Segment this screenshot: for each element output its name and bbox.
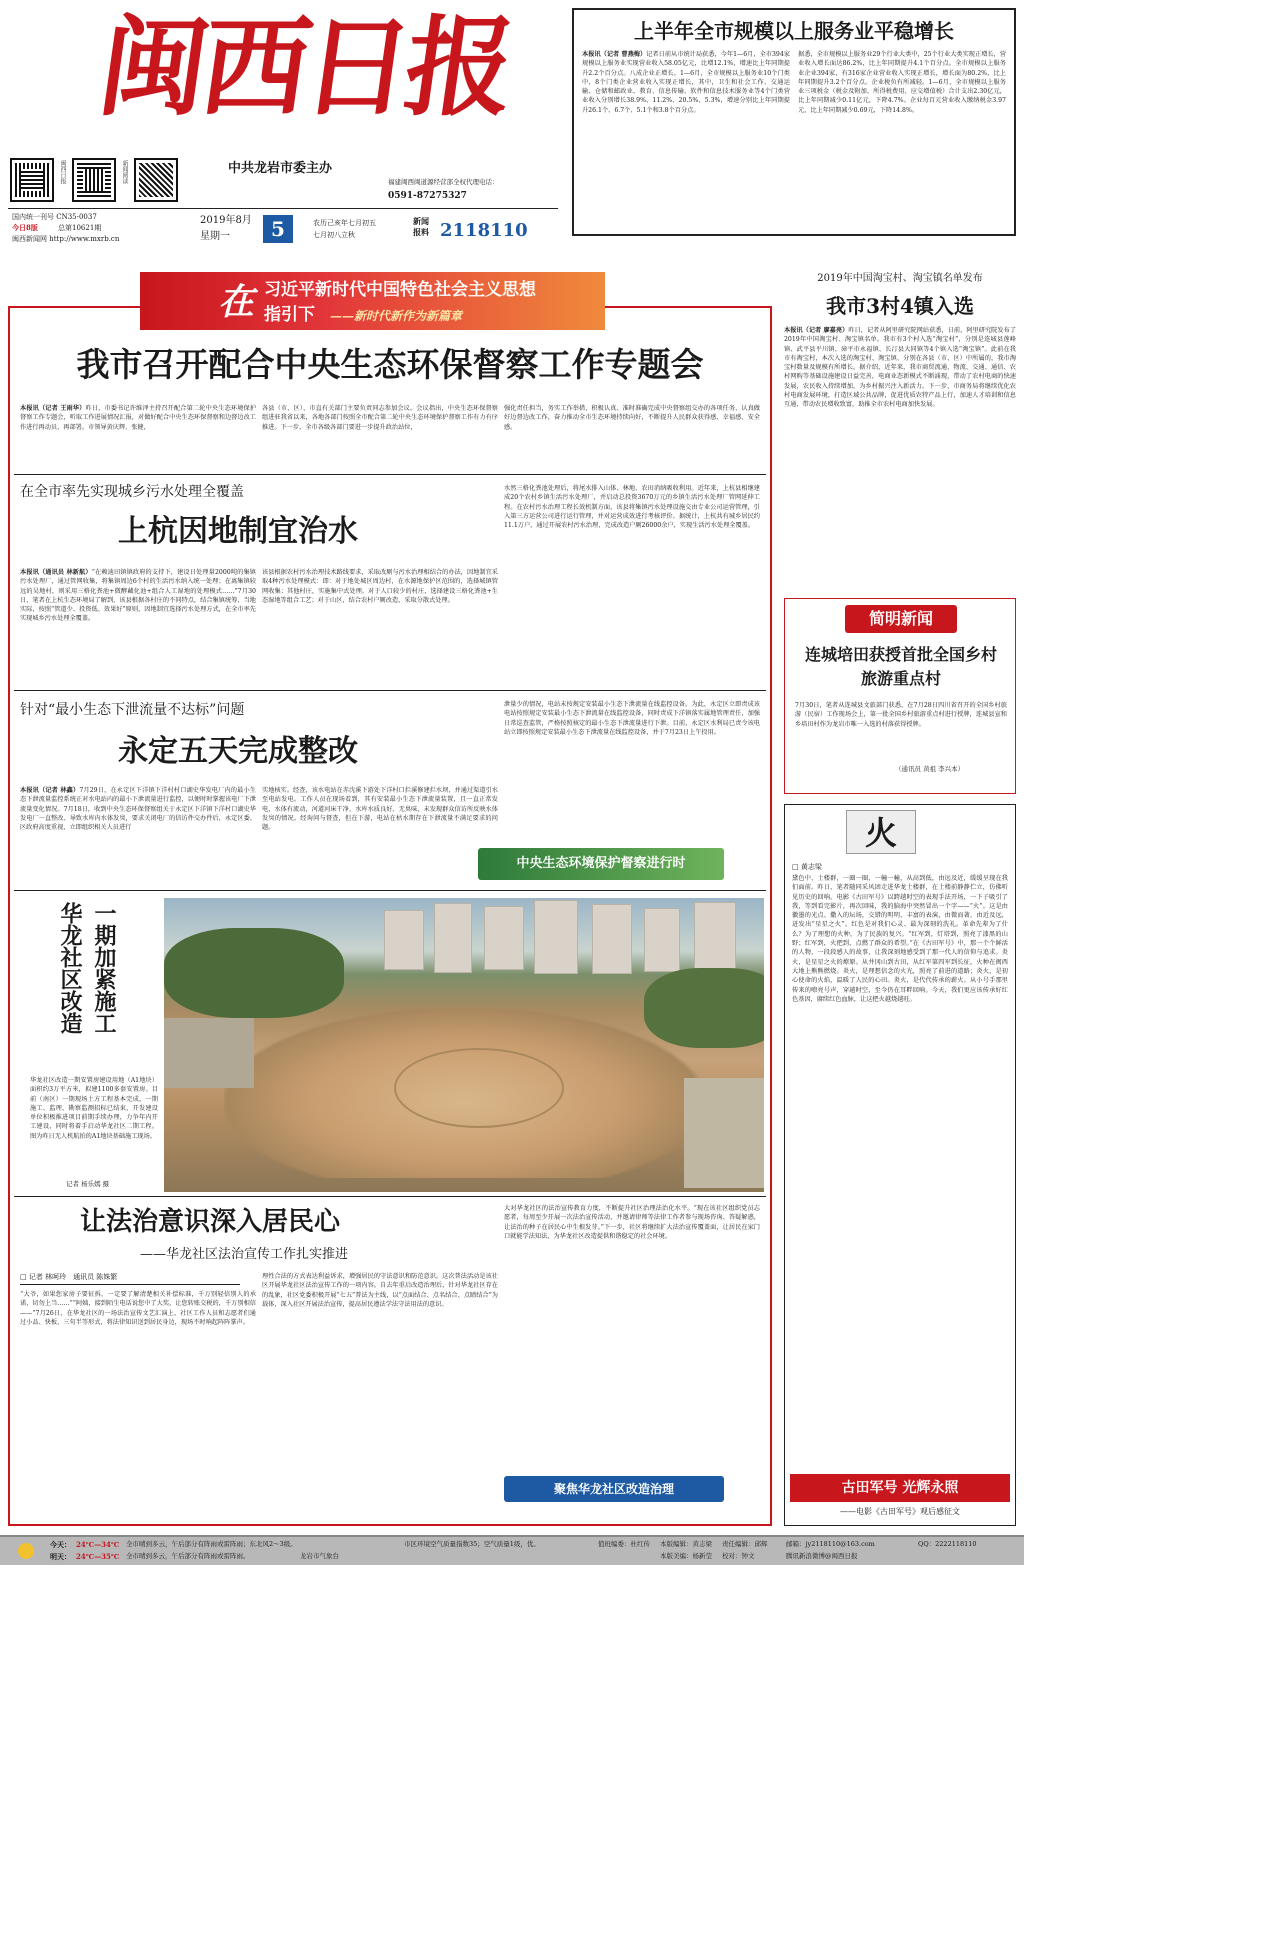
water-headline: 上杭因地制宜治水 (118, 514, 358, 549)
law-col1: “大爷，如果您家房子要征拆，一定要了解清楚相关补偿标准，千万别轻信别人的承诺，切勿上当……”“阿姨，接到陌生电话说您中了大奖，让您转账交税的，千万别相信——”7月26日，在华龙社区的一场法治宣传文艺汇演上，社区工作人员和志愿者们通过小品、快板、三句半等形式，将法律知识送到居民身边，现场不时响起阵阵掌声。 (20, 1291, 256, 1326)
water-col2: 该县根据农村污水治理技术路线要求，采取改厕与污水治理相结合的办法，因地制宜采取4种污水处理模式：即：对于地处城区周边村，在水源地保护区范围的，选择城镇管网收集；其他村庄，实施集中式处理。对于人口较少的村庄，选择建设三格化粪池+生态湿地等组合工艺；对于山区，结合农村户厕改造，采取分散式处理。 (262, 569, 498, 604)
banner-slogan: ——新时代新作为新篇章 (330, 309, 463, 323)
day-box (263, 215, 293, 243)
jianming-headline: 连城培田获授首批全国乡村旅游重点村 (805, 645, 998, 688)
taobao-body: 昨日，记者从阿里研究院网站获悉，日前，阿里研究院发布了2019年中国淘宝村、淘宝镇名单。我市有3个村入选“淘宝村”，分别是连城县莲峰镇、武平县平川镇、漳平市永福镇、长汀县大同镇等4个镇入选“淘宝镇”。此前在我市有淘宝村，本次入选的淘宝村、淘宝镇、分别在各县（市、区）中所属的，我市淘宝村数量及规模有所增长。据介绍，近年来，我市商贸流通、物流、交通、通信、农村网购等基础设施建设日益完善，电商业态新模式不断涌现，带动了农村电商的快速发展，农民收入持续增加，为乡村振兴注入新活力。下一步，市商务局将继续优化农村电商发展环境，打造区域公共品牌，促进优质农特产品上行，加速人才培训和信息互通，带动农民增收致富，助推全市农村电商加快发展。 (784, 327, 1016, 409)
yongding-byline: 本报讯（记者 林鑫） (20, 787, 80, 794)
sponsor: 中共龙岩市委主办 (228, 161, 333, 176)
law-tag-label: 聚焦华龙社区改造治理 (553, 1482, 674, 1496)
huo-title-box (846, 810, 916, 854)
editor-2: 本版编辑：黄志梁 (660, 1540, 712, 1548)
yongding-kicker: 针对“最小生态下泄流量不达标”问题 (20, 702, 245, 718)
banner-prefix: 在 (218, 281, 255, 323)
air-quality: 市区环境空气质量指数35；空气质量1级，优。 (404, 1540, 540, 1548)
footer-ticker (0, 1535, 1024, 1565)
huo-footer-sub: ——电影《古田军号》观后感征文 (840, 1507, 960, 1516)
law-col3: 大对华龙社区的法治宣传教育力度，不断提升社区治理法治化水平。“现在该社区组织党员志愿者，每周至少开展一次法治宣传活动，并邀请律师等法律工作者参与现场咨询、答疑解惑，让法治的种子在居民心中生根发芽。”下一步，社区将继续扩大法治宣传覆盖面，让居民在家门口就能学法知法，为华龙社区改造提供和谐稳定的社会环境。 (504, 1205, 760, 1240)
hualong-photographer: 记者 杨乐嫣 摄 (66, 1180, 110, 1188)
total-issue: 总第10621期 (58, 224, 102, 232)
taobao-headline: 我市3村4镇入选 (826, 294, 974, 318)
water-kicker: 在全市率先实现城乡污水处理全覆盖 (20, 484, 244, 500)
huo-title: 火 (864, 814, 897, 852)
contact-email[interactable]: 邮箱：jy2118110@163.com (786, 1540, 875, 1548)
lead-headline: 我市召开配合中央生态环保督察工作专题会 (76, 345, 704, 384)
qr-code-icon (134, 158, 178, 202)
day-number: 5 (271, 217, 285, 241)
editor-4: 本版美编：杨新莹 (660, 1552, 712, 1560)
law-tag (504, 1476, 724, 1502)
lead-col1-wrap (20, 404, 256, 468)
today-label: 今天： (50, 1540, 71, 1549)
tomorrow-weather: 全市晴到多云，午后部分有阵雨或雷阵雨。 (126, 1552, 250, 1560)
lunar-date-2: 七月初八立秋 (313, 231, 355, 239)
lead-col1: 昨日，市委书记许维泽主持召开配合第二轮中央生态环境保护督察工作专题会，听取工作进展情况汇报，对做好配合中央生态环保督察和边督边改工作进行再动员、再部署。市领导黄庆辉、张健， (20, 405, 256, 431)
masthead (0, 0, 565, 250)
huo-body: 黛色中，土楼群，一圈一圈，一幢一幢，从高到低，由远及近，缓缓呈现在我们面前。昨日，笔者随同采风团走进华龙土楼群，在土楼前静静伫立，仿佛听见历史的回响。电影《古田军号》以跨越时空的表现手法开场，一下子吸引了我，等到看完影片，再次回味，我的脑海中突然冒出一个字——“火”。这是由徽墨的光点、撒入的坛场，交错的明明、丰富的表演，由微而著，由近及远，迸发出“星星之火”。红色是对我们心灵、最为深刻的洗礼。革命先辈为了什么？为了理想的火种，为了民族的复兴。“红军到，灯塔到，照亮了漆黑的山野；红军到，火把到，点燃了群众的希望。”在《古田军号》中，那一个个鲜活的人物，一段段感人的故事，让我深刻地感受到了那一代人的信仰与追求。炎火，是星星之火的燎原。从井冈山到古田，从红军第四军到长征，火种在闽西大地上熊熊燃烧。炎火，是理想信念的火光，照亮了前进的道路；炎火，是初心使命的火焰，温暖了人民的心田。炎火，是代代传承的薪火。从小号手那里传来的嘹亮号声，穿越时空，至今仍在耳畔回响。今天，我们更应该传承好红色基因，赓续红色血脉，让这把火越烧越旺。 (792, 875, 1008, 1003)
website-link[interactable]: 闽西新闻网 http://www.mxrb.cn (12, 235, 120, 243)
banner-line1: 习近平新时代中国特色社会主义思想 (264, 280, 536, 300)
top-right-col1: 记者日前从市统计局获悉，今年1—6月，全市394家规模以上服务业实现营业收入58.05亿元，比增12.1%，增速比上年同期提升2.2个百分点。八成企业正增长。1—6月，全市规模以上服务业10个门类中，8个门类企业营业收入实现正增长，其中，卫生和社会工作、交通运输、仓储和邮政业、教育、信息传输、软件和信息技术服务业等4个门类营业收入分别增长38.9%、11.2%、20.5%、5.3%，增速分别比上年同期提升26.1个、6.7个、5.1个和3.8个百分点。 (582, 51, 790, 114)
yongding-col2: 实地核实。经查，该水电站在赤沈溪下游处下洋村口拦溪修建拦水坝，并通过渠道引水至电站发电。工作人员在现场看到，其有安装最小生态下泄流量装置，且一直正常发电，水体有流动，河道河床干净，水库水质良好、无臭味，未发现群众信访所反映水体发臭的情况。经询问与督查，但在下游，电站在枯水期存在下泄流量不满足要求的问题。 (262, 787, 498, 832)
water-col3: 水然三格化粪池处理后，将尾水排入山体、林地、农田消纳吸收利用。近年来，上杭县相继建成20个农村乡镇生活污水处理厂，并启动总投资3670万元的乡镇生活污水处理厂管网延伸工程。在农村污水治理工程长效机制方面，该县将集镇污水处理设施交由专业公司运营管理，引入第三方运营公司进行运行管理，并对运营成效进行考核评价。据统计，上杭共有城乡居民约11.1万户，通过开展农村污水治理，完成改造户厕26000余户，实现生活污水处理全覆盖。 (504, 485, 760, 530)
yongding-tag (478, 848, 724, 880)
top-right-headline: 上半年全市规模以上服务业平稳增长 (634, 19, 954, 43)
ad-phone: 0591-87275327 (388, 191, 467, 201)
yongding-headline: 永定五天完成整改 (118, 734, 358, 769)
water-byline: 本报讯（通讯员 林新航） (20, 569, 92, 576)
yongding-col1-wrap (20, 786, 256, 882)
jianming-label: 简明新闻 (868, 609, 933, 628)
qr-code-icon (72, 158, 116, 202)
huo-author: □ 黄志梁 (792, 863, 822, 871)
yongding-col3: 泄量少的情况，电站未按规定安装最小生态下泄流量在线监控设备。为此，永定区立即责成该电站按照规定安装最小生态下泄流量在线监控设备，同时责成下洋镇落实属地管理责任，加强日常巡查监管，严格按照核定的最小生态下泄流量进行下泄。目前，永定区水利局已责令该电站立即按照规定安装最小生态下泄流量在线监控设备，并于7月23日上午投用。 (504, 701, 760, 736)
jianming-box (784, 598, 1016, 794)
editor-3: 责任编辑：邱辉 (722, 1540, 768, 1548)
editor-1: 值班编委：杜红传 (598, 1540, 650, 1548)
construction-site-photo (164, 898, 764, 1192)
yongding-tag-label: 中央生态环境保护督察进行时 (516, 856, 686, 871)
contact-weibo[interactable]: 腾讯新浪微博@闽西日报 (786, 1552, 858, 1560)
yongding-col1: 7月29日，在永定区下洋镇下洋村村口湖史华发电厂内的最小生态下泄流量监控系统正对水电站内的最小下泄流量进行监控，以便时时掌握该电厂下泄流量变化情况。7月18日，收到中央生态环保督察组关于永定区下洋镇下洋村口湖史华发电厂一直整改、导致水库内水体发臭，要求关闭电厂的信访件交办件后，永定区委、区政府高度重视，立即组织相关人员进行 (20, 787, 256, 832)
top-right-article (572, 8, 1016, 236)
editor-5: 校对：钟文 (722, 1552, 755, 1560)
qr-label-1: 闽西日报 (59, 160, 66, 184)
weekday: 星期一 (200, 231, 230, 242)
ad-phone-label: 福建闽西闽道源经营部全权代理电话： (388, 178, 499, 186)
qr-code-icon (10, 158, 54, 202)
law-byline: □ 记者 林呵玲 通讯员 陈姝繁 (20, 1273, 118, 1281)
tomorrow-label: 明天： (50, 1552, 71, 1561)
jianming-body: 7月30日，笔者从连城县文旅部门获悉，在7月28日四川省召开的全国乡村旅游（民宿）工作现场会上，第一批全国乡村旅游重点村进行授牌，连城县宣和乡培田村作为龙岩市唯一入选的村落获得授牌。 (795, 702, 1007, 728)
taobao-kicker: 2019年中国淘宝村、淘宝镇名单发布 (817, 273, 983, 284)
hualong-vtitle-left: 华龙社区改造 (57, 902, 83, 1034)
newspaper-title: 闽西日报 (91, 5, 517, 131)
qr-label-2: 新闻阅读 (121, 160, 128, 184)
huo-footer-box (790, 1474, 1010, 1502)
law-col2: 理性合法的方式表达利益诉求，增强居民的守法意识和防范意识。这次普法活动是该社区开展华龙社区法治宣传工作的一项内容。自去年重启改造治理后，针对华龙社区存在的乱象，社区党委积极开展“七五”普法为主线，以“点面结合、点名结合、点睛结合”为载体，深入社区开展法治宣传，提高居民遵法学法守法用法的意识。 (262, 1273, 498, 1308)
today-weather: 全市晴到多云，午后部分有阵雨或雷阵雨；东北风2～3级。 (126, 1540, 297, 1548)
water-col1: “在赖迪田镇镇政府的支持下，建设日处理量2000吨的集镇污水处理厂，通过管网收集，将集镇周边6个村的生活污水纳入统一处理；在离集镇较远的吴地村，则采用三格化粪池+微酵藏化池+组合人工湿地的处理模式……”7月30日，笔者在上杭生态环境局了解到，该县根据各村庄的不同特点，结合集镇统筹、当地实际，按照“管道少、投资低、效果好”原则，因地制宜选择污水处理方式，在全市率先实现城乡污水处理全覆盖。 (20, 569, 256, 623)
jianming-source: （通讯员 黄祖 李兴本） (895, 765, 965, 773)
hotline-number: 2118110 (440, 220, 528, 241)
lead-byline: 本报讯（记者 王雨华） (20, 405, 86, 412)
law-headline: 让法治意识深入居民心 (80, 1207, 341, 1237)
lead-col3: 强化责任担当，务实工作举措，积极认真、准时准确完成中央督察组交办的各项任务，认真做好边督边改工作，奋力推动全市生态环境持续向好，不断提升人民群众获得感、幸福感、安全感。 (504, 405, 760, 431)
taobao-byline: 本报讯（记者 廖嘉亮） (784, 327, 849, 334)
today-temp: 24℃—34℃ (76, 1540, 120, 1549)
jianming-label-box (845, 605, 957, 633)
lead-col2: 各县（市、区）、市直有关部门主要负责同志参加会议。会议指出，中央生态环保督察组进驻我省以来，各地各部门按照全市配合第二轮中央生态环境保护督察工作有力有序推进。下一步，全市各级各部门要进一步提升政治站位， (262, 405, 498, 431)
issue-date: 2019年8月 (200, 215, 252, 226)
taobao-body-wrap (784, 326, 1016, 590)
hualong-vtitle-right: 一期加紧施工 (91, 902, 117, 1034)
top-right-col2: 据悉，全市规模以上服务业29个行业大类中，25个行业大类实现正增长，营业收入增长面达86.2%，比上年同期提升4.1个百分点。全市规模以上服务业企业394家，有316家企业营业收入实现正增长，增长面为80.2%，比上年同期提升3.2个百分点。企业税负有所减轻。1—6月，全市规模以上服务业三项税金（税金及附加、所得税费用、应交增值税）合计支出2.30亿元，比上年同期减少0.11亿元，下降4.7%。企业每百元营业收入缴纳税金3.97元，比上年同期减少0.69元，下降14.8%。 (798, 51, 1006, 114)
lunar-date: 农历己亥年七月初五 (313, 219, 376, 227)
weather-icon (18, 1543, 34, 1559)
contact-qq: QQ：2222118110 (918, 1540, 977, 1548)
today-pages: 今日8版 (12, 223, 38, 232)
hualong-caption: 华龙社区改造一期安置房建设用地（A1地块）面积约3万平方米，拟建1100多套安置房。目前（南区）一期现场土方工程基本完成，一期施工、监理、勘察监测招标已结束，开发建设单位积极推进项目前期手续办理，力争年内开工建设，同时将着手启动华龙社区二期工程。图为昨日无人机航拍的A1地块基础施工现场。 (30, 1077, 158, 1140)
huo-footer-headline: 古田军号 光辉永照 (841, 1480, 959, 1496)
law-subheadline: ——华龙社区法治宣传工作扎实推进 (140, 1247, 349, 1262)
top-right-byline: 本报讯（记者 曹燕梅） (582, 51, 647, 58)
weather-source: 龙岩市气象台 (300, 1552, 339, 1560)
banner-line2: 指引下 (264, 305, 315, 325)
issue-code: 国内统一刊号 CN35-0037 (12, 213, 97, 221)
hotline-label: 新闻报料 (413, 216, 429, 237)
tomorrow-temp: 24℃—35℃ (76, 1552, 120, 1561)
water-col1-wrap (20, 568, 256, 680)
